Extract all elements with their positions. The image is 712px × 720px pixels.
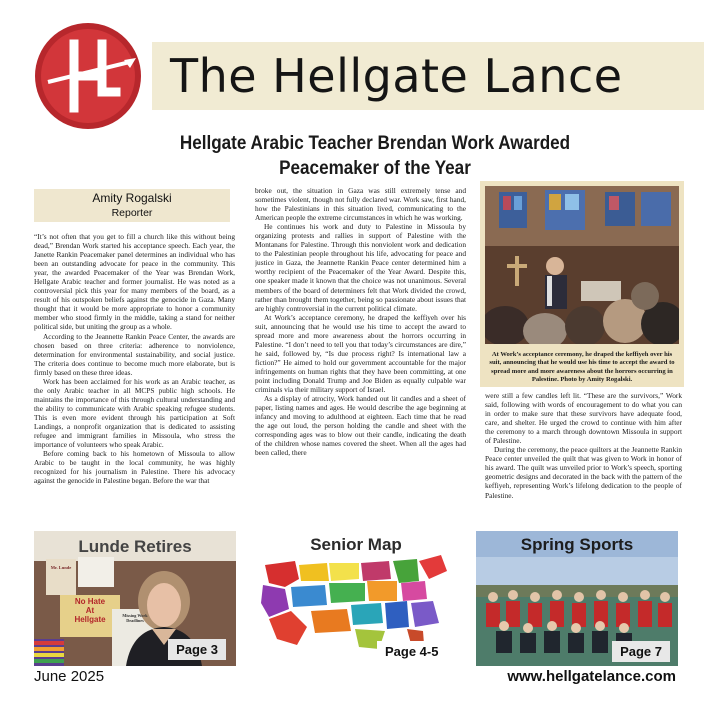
paragraph: Before coming back to his hometown of Missoula to allow Arabic to be taught in the local community, he was highly recognized for his journalism in Palestine. There his advocacy against the genocide in Palestine began. Before the war that [34,449,235,486]
no-hate-sign: No Hate At Hellgate [74,597,106,624]
article-column-1 [34,232,235,528]
author-name: Amity Rogalski [92,191,172,205]
paragraph: were still a few candles left lit. “These are the survivors,” Work said, following with words of encouragement to do what you can in order to make sure that these survivors have adequate food, care, and shelter. He urged the crowd to continue with him after the ceremony to a march through downtown Missoula in support of Palestine. [485,391,682,446]
paragraph: “It’s not often that you get to fill a church like this without being dead,” Brendan Work started his acceptance speech. Each year, the Janette Rankin Peacemaker panel determines an individual who has been an outstanding advocate for peace in the community. This year, the awarded Peacemaker of the Year was Brendan Work, Hellgate Arabic teacher and former journalist. He was noted as a controversial pick this year for many members of the board, as a result of his outspoken beliefs against the genocide in Gaza. Many thought that it would be more appropriate to honor a community member who stood firmly in the middle, taking a stand for neither political side, but uniting the group as a whole. [34,232,235,332]
deadline-board: Missing Work Deadlines [122,613,148,623]
website-link[interactable]: www.hellgatelance.com [507,668,676,685]
svg-text:HL: HL [87,126,89,127]
paragraph: At Work’s acceptance ceremony, he draped the keffiyeh over his suit, announcing that he would use his time to accept the award to spread more and more awareness about the horrors occurring in Palestine. “I don’t need to tell you that today’s circumstances are dire,” he said, followed by, “Is due process right? Is international law a fiction?” He aimed to hold our government accountable for the major infringements on human rights that they have been committing, at one point including Donald Trump and Joe Biden as equally culpable war criminals via their military support of Israel. [255,312,466,395]
paragraph: According to the Jeannette Rankin Peace Center, the awards are chosen based on three criteria: adherence to nonviolence, determination for environmental sustainability, and social justice. The criteria does continue to become much more elaborate, but is firmly based on these three ideas. [34,331,235,377]
teaser-spring-sports[interactable] [476,531,678,666]
newspaper-title: The Hellgate Lance [170,49,623,103]
masthead-logo [34,22,142,130]
paragraph: He continues his work and duty to Palestine in Missoula by organizing protests and rallies in support of Palestine with the Montanans for Palestine. Through this nonviolent work and dedication to the Palestinian people throughout his life, advocating for peace and justice in Gaza, the Jeannette Rankin Peace center determined him a worthy recipient of the Peacemaker of the Year Award. Despite this, one speaker made it known that the choice was not unanimous. Several members of the board of determiners felt that Work divided the crowd, rather than brought them together, being so passionate about issues that are highly controversial in the current political climate. [255,222,466,313]
photo-caption: At Work’s acceptance ceremony, he draped the keffiyeh over his suit, announcing that he would use his time to accept the award to spread more and more awareness about the horrors occurring in Palestine. Photo by Amity Rogalski. [480,349,684,387]
teaser-title: Spring Sports [520,535,634,554]
article-column-2 [255,186,466,528]
poster-name: Mr. Lunde [50,565,72,570]
ceremony-photo [480,181,684,349]
page-link-7[interactable]: Page 7 [612,641,670,662]
article-headline: Hellgate Arabic Teacher Brendan Work Awarded Peacemaker of the Year [179,133,571,179]
teaser-title: Lunde Retires [78,537,192,556]
paragraph: Work has been acclaimed for his work as an Arabic teacher, as the only Arabic teacher in all MCPS public high schools. He maintains the importance of this through cultural understanding and the ability to communicate with Arabic speaking refugee students. This is even more evident through his participation at Soft Landings, a nonprofit organization that is dedicated to assisting refugee and immigrant families in Missoula, who stress the importance of volunteers who speak Arabic. [34,376,235,450]
paragraph: During the ceremony, the peace quilters at the Jeannette Rankin Peace center unveiled the quilt that was given to Work in honor of his award. The quilt was unveiled prior to Work’s speech, sporting geometric designs and decorated in the back with the pattern of the keffiyeh, representing Work’s lifelong dedication to the people of Palestine. [485,445,682,500]
byline [34,189,230,222]
paragraph: As a display of atrocity, Work handed out lit candles and a sheet of paper, listing names and ages. He would describe the age beginning at infancy and moving to adulthood at eighteen. Each time that he read the age out loud, the person holding the candle and sheet with the corresponding ages was to blow out their candle, indicating the death of the children whose names covered the sheet. When all the ages had been called, there [255,394,466,458]
teaser-senior-map[interactable] [255,531,457,666]
article-column-3 [485,391,682,527]
masthead-banner [152,42,704,110]
page-link-3[interactable]: Page 3 [168,639,226,660]
issue-date: June 2025 [34,668,105,685]
teaser-title: Senior Map [310,535,402,554]
author-role: Reporter [111,207,153,219]
page-link-4-5[interactable]: Page 4-5 [377,641,446,662]
paragraph: broke out, the situation in Gaza was still extremely tense and sometimes violent, though not fully declared war. Work saw, first hand, how the Palestinians in this situation lived, communicating to the American people the extreme circumstances in which he was working. [255,186,466,223]
teaser-lunde-retires[interactable] [34,531,236,666]
